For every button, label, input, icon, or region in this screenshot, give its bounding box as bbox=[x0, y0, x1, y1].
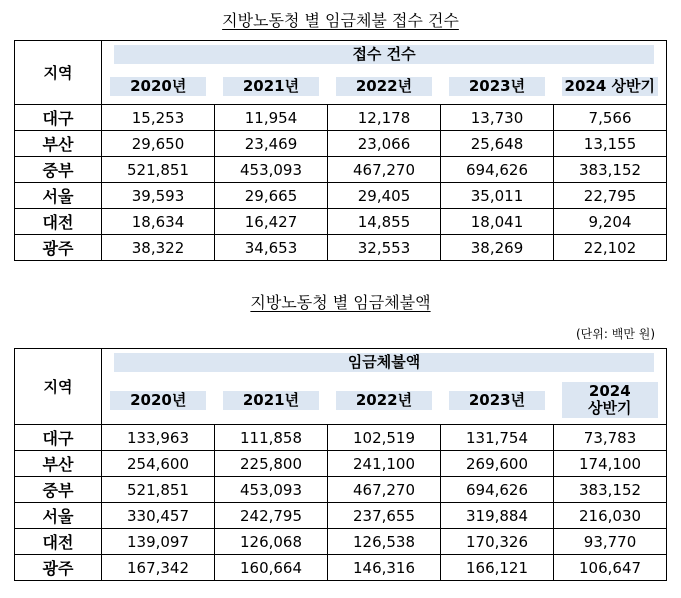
year-header: 2020년 bbox=[110, 391, 206, 410]
value-cell: 521,851 bbox=[102, 477, 215, 503]
region-cell: 대전 bbox=[15, 209, 102, 235]
table2-title: 지방노동청 별 임금체불액 bbox=[250, 293, 431, 312]
table-row bbox=[15, 131, 667, 157]
value-cell: 14,855 bbox=[328, 209, 441, 235]
value-cell: 160,664 bbox=[215, 555, 328, 581]
value-cell: 25,648 bbox=[441, 131, 554, 157]
region-cell: 서울 bbox=[15, 503, 102, 529]
value-cell: 166,121 bbox=[441, 555, 554, 581]
value-cell: 18,634 bbox=[102, 209, 215, 235]
value-cell: 269,600 bbox=[441, 451, 554, 477]
value-cell: 694,626 bbox=[441, 477, 554, 503]
value-cell: 131,754 bbox=[441, 425, 554, 451]
value-cell: 467,270 bbox=[328, 157, 441, 183]
value-cell: 167,342 bbox=[102, 555, 215, 581]
value-cell: 34,653 bbox=[215, 235, 328, 261]
value-cell: 29,650 bbox=[102, 131, 215, 157]
value-cell: 29,405 bbox=[328, 183, 441, 209]
group-header: 접수 건수 bbox=[114, 45, 654, 64]
year-header: 2021년 bbox=[223, 391, 319, 410]
value-cell: 39,593 bbox=[102, 183, 215, 209]
value-cell: 29,665 bbox=[215, 183, 328, 209]
group-header: 임금체불액 bbox=[114, 353, 654, 372]
table-row bbox=[15, 503, 667, 529]
year-header: 2024 상반기 bbox=[562, 382, 658, 418]
claims-count-table bbox=[14, 40, 667, 261]
region-header: 지역 bbox=[15, 41, 102, 105]
value-cell: 22,795 bbox=[554, 183, 667, 209]
year-header: 2024 상반기 bbox=[562, 77, 658, 96]
region-cell: 대구 bbox=[15, 105, 102, 131]
year-header: 2022년 bbox=[336, 77, 432, 96]
value-cell: 225,800 bbox=[215, 451, 328, 477]
value-cell: 11,954 bbox=[215, 105, 328, 131]
value-cell: 106,647 bbox=[554, 555, 667, 581]
value-cell: 174,100 bbox=[554, 451, 667, 477]
value-cell: 93,770 bbox=[554, 529, 667, 555]
unit-note: (단위: 백만 원) bbox=[576, 327, 655, 341]
year-header-row bbox=[15, 377, 667, 425]
year-header: 2022년 bbox=[336, 391, 432, 410]
value-cell: 22,102 bbox=[554, 235, 667, 261]
value-cell: 453,093 bbox=[215, 477, 328, 503]
table-row bbox=[15, 183, 667, 209]
table-row bbox=[15, 555, 667, 581]
year-header: 2021년 bbox=[223, 77, 319, 96]
value-cell: 35,011 bbox=[441, 183, 554, 209]
value-cell: 453,093 bbox=[215, 157, 328, 183]
table-row bbox=[15, 425, 667, 451]
value-cell: 242,795 bbox=[215, 503, 328, 529]
table-row bbox=[15, 157, 667, 183]
value-cell: 241,100 bbox=[328, 451, 441, 477]
value-cell: 102,519 bbox=[328, 425, 441, 451]
table-row bbox=[15, 477, 667, 503]
value-cell: 16,427 bbox=[215, 209, 328, 235]
year-header: 2020년 bbox=[110, 77, 206, 96]
value-cell: 467,270 bbox=[328, 477, 441, 503]
value-cell: 12,178 bbox=[328, 105, 441, 131]
table-row bbox=[15, 209, 667, 235]
value-cell: 126,538 bbox=[328, 529, 441, 555]
region-cell: 서울 bbox=[15, 183, 102, 209]
value-cell: 38,322 bbox=[102, 235, 215, 261]
value-cell: 23,469 bbox=[215, 131, 328, 157]
value-cell: 73,783 bbox=[554, 425, 667, 451]
unpaid-wages-table bbox=[14, 348, 667, 581]
value-cell: 38,269 bbox=[441, 235, 554, 261]
table1-title: 지방노동청 별 임금체불 접수 건수 bbox=[222, 11, 459, 30]
value-cell: 383,152 bbox=[554, 477, 667, 503]
value-cell: 13,155 bbox=[554, 131, 667, 157]
value-cell: 254,600 bbox=[102, 451, 215, 477]
value-cell: 18,041 bbox=[441, 209, 554, 235]
value-cell: 32,553 bbox=[328, 235, 441, 261]
value-cell: 9,204 bbox=[554, 209, 667, 235]
year-header-row bbox=[15, 69, 667, 105]
region-cell: 대구 bbox=[15, 425, 102, 451]
value-cell: 15,253 bbox=[102, 105, 215, 131]
table-row bbox=[15, 105, 667, 131]
region-cell: 중부 bbox=[15, 157, 102, 183]
value-cell: 126,068 bbox=[215, 529, 328, 555]
table-row bbox=[15, 529, 667, 555]
value-cell: 216,030 bbox=[554, 503, 667, 529]
region-cell: 부산 bbox=[15, 131, 102, 157]
region-cell: 중부 bbox=[15, 477, 102, 503]
value-cell: 170,326 bbox=[441, 529, 554, 555]
year-header: 2023년 bbox=[449, 77, 545, 96]
value-cell: 330,457 bbox=[102, 503, 215, 529]
value-cell: 319,884 bbox=[441, 503, 554, 529]
value-cell: 237,655 bbox=[328, 503, 441, 529]
region-cell: 광주 bbox=[15, 555, 102, 581]
value-cell: 146,316 bbox=[328, 555, 441, 581]
region-header: 지역 bbox=[15, 349, 102, 425]
value-cell: 694,626 bbox=[441, 157, 554, 183]
value-cell: 383,152 bbox=[554, 157, 667, 183]
value-cell: 111,858 bbox=[215, 425, 328, 451]
region-cell: 대전 bbox=[15, 529, 102, 555]
value-cell: 521,851 bbox=[102, 157, 215, 183]
table-row bbox=[15, 235, 667, 261]
value-cell: 133,963 bbox=[102, 425, 215, 451]
region-cell: 부산 bbox=[15, 451, 102, 477]
region-cell: 광주 bbox=[15, 235, 102, 261]
value-cell: 13,730 bbox=[441, 105, 554, 131]
table-row bbox=[15, 451, 667, 477]
value-cell: 23,066 bbox=[328, 131, 441, 157]
value-cell: 7,566 bbox=[554, 105, 667, 131]
year-header: 2023년 bbox=[449, 391, 545, 410]
value-cell: 139,097 bbox=[102, 529, 215, 555]
